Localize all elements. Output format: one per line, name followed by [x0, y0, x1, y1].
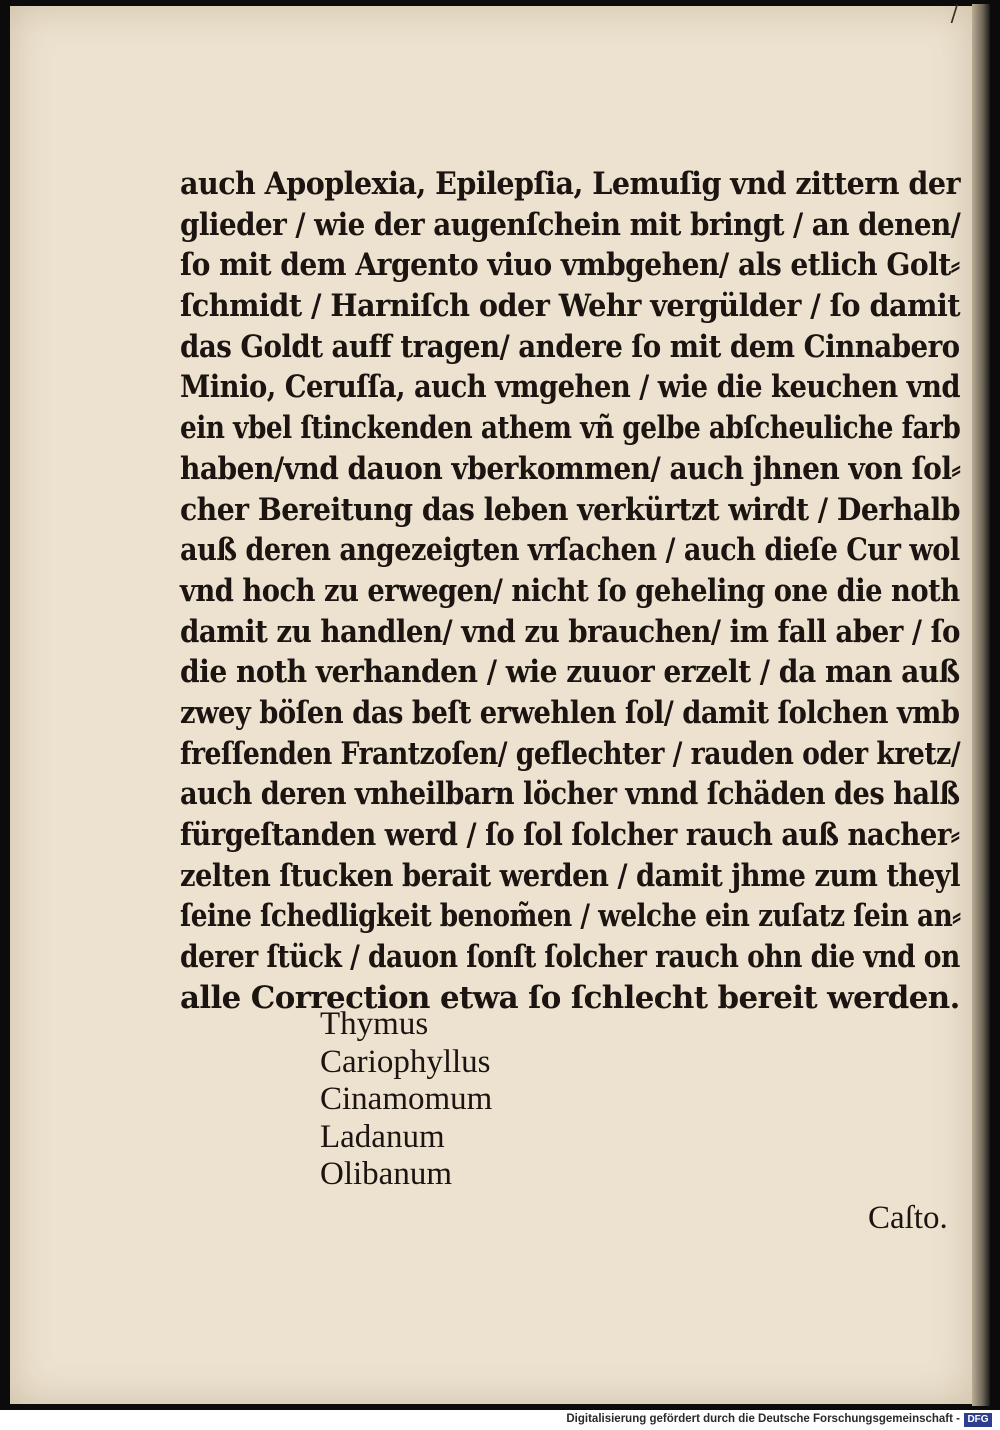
text-line: ſo mit dem Argento viuo vmbgehen/ als etlich Golt⸗	[180, 247, 960, 284]
text-line: das Goldt auff tragen/ andere ſo mit dem Cinnabero	[180, 328, 960, 365]
text-line: auß deren angezeigten vrſachen / auch dieſe Cur wol	[180, 532, 960, 569]
ingredient-item: Thymus	[320, 1006, 429, 1042]
text-line: vnd hoch zu erwegen/ nicht ſo geheling one die noth	[180, 572, 960, 609]
page-edge-shadow	[972, 4, 990, 1406]
ingredient-item: Ladanum	[320, 1118, 445, 1155]
text-line: ſchmidt / Harniſch oder Wehr vergülder / ſo damit	[180, 288, 961, 325]
text-line: ſeine ſchedligkeit benom̃en / welche ein zuſatz ſein an⸗	[180, 898, 961, 935]
text-line: fürgeſtanden werd / ſo ſol ſolcher rauch auß nacher⸗	[180, 817, 960, 853]
funding-credit: Digitalisierung gefördert durch die Deutsche Forschungsgemeinschaft -	[566, 1413, 960, 1425]
body-text	[180, 164, 960, 1018]
text-line: alle Correction etwa ſo ſchlecht bereit werden.	[180, 979, 960, 1016]
text-line: ein vbel ſtinckenden athem vñ gelbe abſcheuliche farb	[180, 410, 961, 447]
text-line: damit zu handlen/ vnd zu brauchen/ im fall aber / ſo	[180, 613, 960, 650]
text-line: die noth verhanden / wie zuuor erzelt / da man auß	[180, 654, 960, 691]
text-line: haben/vnd dauon vberkommen/ auch jhnen von ſol⸗	[180, 450, 961, 487]
text-line: auch deren vnheilbarn löcher vnnd ſchäden des halß	[180, 776, 960, 813]
ingredient-item: Olibanum	[320, 1156, 452, 1192]
page-corner-mark: /	[950, 2, 958, 27]
dfg-logo-icon: DFG	[964, 1413, 992, 1427]
text-line: cher Bereitung das leben verkürtzt wirdt / Derhalb	[180, 491, 960, 528]
text-line: auch Apoplexia, Epilepſia, Lemuſig vnd zittern der	[180, 166, 960, 202]
ingredient-item: Cariophyllus	[320, 1043, 491, 1080]
catchword: Caſto.	[868, 1200, 948, 1236]
text-line: derer ſtück / dauon ſonſt ſolcher rauch ohn die vnd on	[180, 939, 960, 976]
ingredient-list	[320, 1006, 492, 1194]
document-page	[10, 2, 972, 1404]
text-line: freſſenden Frantzoſen/ geflechter / rauden oder kretz/	[180, 735, 961, 772]
ingredient-item: Cinamomum	[320, 1081, 493, 1117]
digitization-footer	[0, 1410, 1000, 1430]
text-line: zwey böſen das beſt erwehlen ſol/ damit ſolchen vmb	[180, 694, 960, 731]
text-line: glieder / wie der augenſchein mit bringt / an denen/	[180, 206, 961, 243]
text-line: Minio, Ceruſſa, auch vmgehen / wie die keuchen vnd	[180, 369, 961, 406]
text-line: zelten ſtucken berait werden / damit jhme zum theyl	[180, 857, 961, 894]
